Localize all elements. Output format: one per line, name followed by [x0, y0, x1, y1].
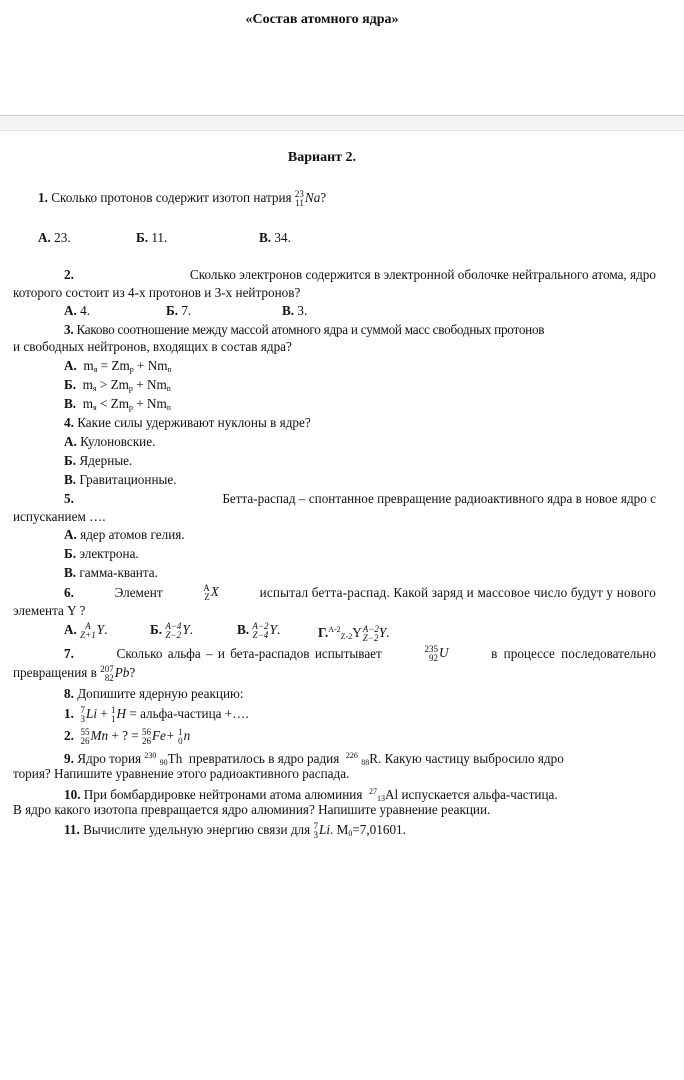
page-title: «Состав атомного ядра»	[245, 12, 399, 27]
q6-option-c: В. A−2 Z−4 Y.	[237, 621, 281, 640]
q3-option-c: В. $m_я < Zm_p + Nm_n$	[64, 396, 171, 412]
q2-option-c: В. 3.	[282, 303, 308, 318]
q4-option-b: Б. Ядерные.	[64, 453, 133, 468]
q2-option-a: А. 4.	[64, 303, 91, 318]
question-1: 1. Сколько протонов содержит изотоп натрия 23 11 Na?	[38, 189, 327, 208]
page-separator	[0, 115, 684, 131]
question-3-line-1: 3. Каково соотношение между массой атомного ядра и суммой масс свободных протонов	[64, 322, 545, 337]
q6-option-b: Б. A−4 Z−2 Y.	[150, 621, 194, 640]
q6-option-d: Г.$^{A-2}_{Z-2}$Y A−2 Z−2 Y.	[318, 623, 390, 643]
q1-option-b: Б. 11.	[136, 230, 168, 245]
question-11: 11. Вычислите удельную энергию связи для 7 3 Li. $M_0=7,01601$.	[64, 821, 406, 840]
q8-reaction-1: 1. 7 3 Li + 1 1 H = альфа-частица +….	[64, 705, 249, 724]
q5-option-c: В. гамма-кванта.	[64, 565, 158, 580]
variant-heading: Вариант 2.	[287, 150, 357, 165]
na-isotope-numbers: 23 11	[294, 189, 304, 208]
q4-option-c: В. Гравитационные.	[64, 472, 177, 487]
question-10-line-2: В ядро какого изотопа превращается ядро алюминия? Напишите уравнение реакции.	[13, 802, 491, 817]
question-5-line-2: испусканием ….	[13, 509, 106, 524]
q5-option-a: А. ядер атомов гелия.	[64, 527, 185, 542]
q4-option-a: А. Кулоновские.	[64, 434, 156, 449]
question-2-line-1: 2. Сколько электронов содержится в электронной оболочке нейтрального атома, ядро	[64, 267, 656, 282]
question-10-line-1: 10. При бомбардировке нейтронами атома алюминия $^{27}_{13}$Al испускается альфа-частица.	[64, 787, 558, 803]
question-6-line-1: 6. Элемент A Z X испытал бетта-распад. Какой заряд и массовое число будут у нового	[64, 583, 656, 602]
question-7-line-1: 7. Сколько альфа – и бета-распадов испытывает 235 92 U в процессе последовательно	[64, 644, 656, 663]
q1-option-a: А. 23.	[38, 230, 71, 245]
question-6-line-2: элемента Y ?	[13, 603, 86, 618]
question-9-line-2: тория? Напишите уравнение этого радиоактивного распада.	[13, 766, 350, 781]
q3-option-b: Б. $m_я > Zm_p + Nm_n$	[64, 377, 171, 393]
question-3-line-2: и свободных нейтронов, входящих в состав ядра?	[13, 339, 292, 354]
q3-option-a: А. $m_я = Zm_p + Nm_n$	[64, 358, 172, 374]
question-2-line-2: которого состоит из 4-х протонов и 3-х нейтронов?	[13, 285, 301, 300]
q8-reaction-2: 2. 55 26 Mn + ? = 56 26 Fe+ 1 0 n	[64, 727, 191, 746]
question-5-line-1: 5. Бетта-распад – спонтанное превращение радиоактивного ядра в новое ядро с	[64, 491, 656, 506]
q2-option-b: Б. 7.	[166, 303, 192, 318]
question-4: 4. Какие силы удерживают нуклоны в ядре?	[64, 415, 311, 430]
question-9-line-1: 9. Ядро тория $^{230}$ $_{90}$Th превратилось в ядро радия $^{226}$ $_{88}$R. Какую частицу выбросило ядро	[64, 751, 564, 767]
q6-option-a: А. A Z+1 Y.	[64, 621, 108, 640]
q5-option-b: Б. электрона.	[64, 546, 139, 561]
question-7-line-2: превращения в 207 82 Pb?	[13, 664, 136, 683]
q1-option-c: В. 34.	[259, 230, 291, 245]
question-8: 8. Допишите ядерную реакцию:	[64, 686, 244, 701]
